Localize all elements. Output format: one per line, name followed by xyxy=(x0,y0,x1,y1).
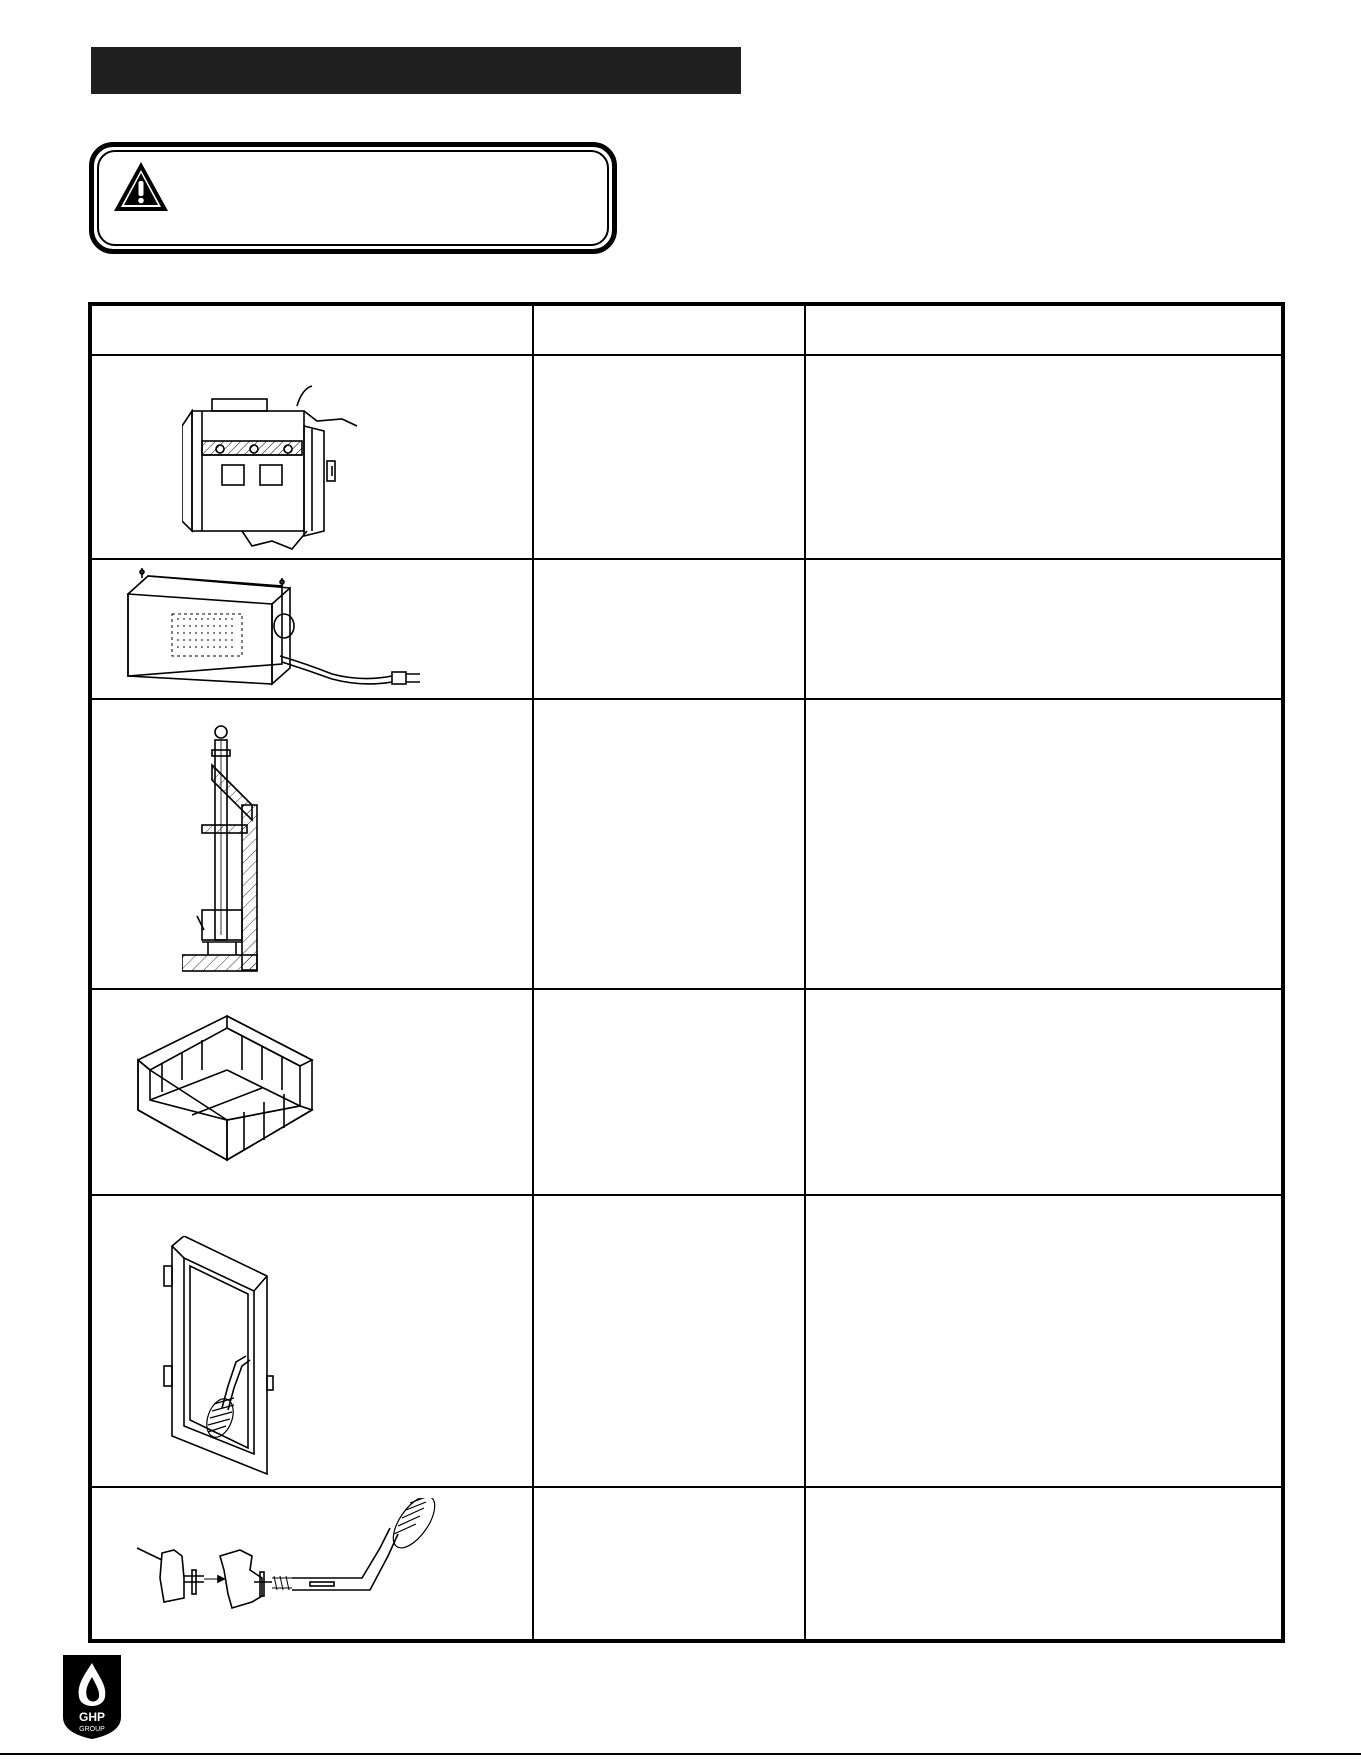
footer-rule xyxy=(0,1753,1361,1755)
part-description xyxy=(806,560,1281,698)
part-description xyxy=(806,356,1281,558)
logo-text-ghp: GHP xyxy=(78,1710,106,1724)
part-name xyxy=(534,1196,804,1486)
part-description xyxy=(806,990,1281,1194)
blower-bracket-illustration xyxy=(92,356,532,558)
warning-triangle-icon xyxy=(111,159,171,215)
table-row xyxy=(92,560,1281,698)
firebrick-set-illustration xyxy=(92,990,532,1194)
part-name xyxy=(534,356,804,558)
header-description xyxy=(806,306,1281,354)
table-row xyxy=(92,1488,1281,1643)
ghp-flame-logo-icon xyxy=(59,1655,125,1739)
part-name xyxy=(534,560,804,698)
door-handle-kit-illustration xyxy=(92,1488,532,1643)
section-title-bar xyxy=(91,47,741,94)
door-assembly-illustration xyxy=(92,1196,532,1486)
part-description xyxy=(806,1488,1281,1643)
part-name xyxy=(534,700,804,988)
table-header-row xyxy=(92,306,1281,354)
blower-box-illustration xyxy=(92,560,532,698)
parts-table xyxy=(88,302,1285,1643)
part-name xyxy=(534,990,804,1194)
table-row xyxy=(92,990,1281,1194)
header-illustration xyxy=(92,306,532,354)
warning-box xyxy=(89,142,617,254)
logo-text-group: GROUP xyxy=(79,1726,105,1733)
part-description xyxy=(806,700,1281,988)
table-row xyxy=(92,700,1281,988)
table-row xyxy=(92,1196,1281,1486)
chimney-vent-illustration xyxy=(92,700,532,988)
part-name xyxy=(534,1488,804,1643)
part-description xyxy=(806,1196,1281,1486)
table-row xyxy=(92,356,1281,558)
header-part xyxy=(534,306,804,354)
